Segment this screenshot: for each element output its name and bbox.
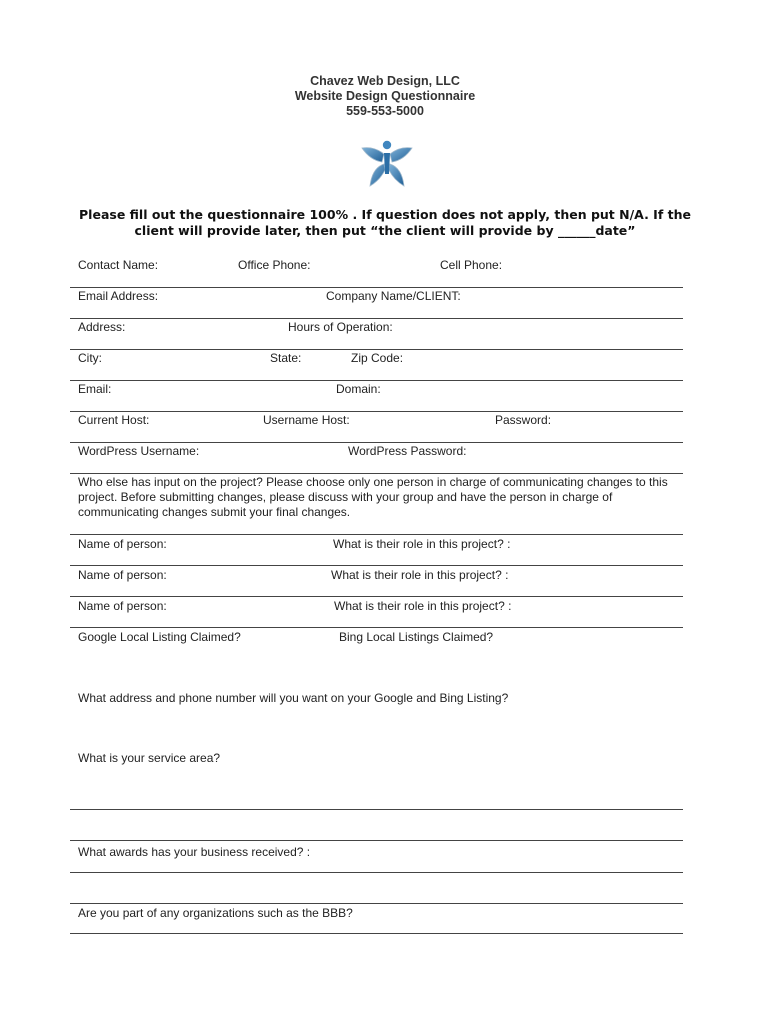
person-role-label: What is their role in this project? : (331, 568, 509, 582)
service-area-line-1[interactable] (70, 809, 683, 810)
company-phone: 559-553-5000 (346, 104, 424, 118)
person-2-line[interactable] (70, 596, 683, 597)
email-label: Email: (78, 382, 112, 396)
email-row-line[interactable] (70, 318, 683, 319)
organizations-question: Are you part of any organizations such as the BBB? (78, 906, 353, 920)
wordpress-row-line[interactable] (70, 473, 683, 474)
awards-line-1[interactable] (70, 872, 683, 873)
cell-phone-label: Cell Phone: (440, 258, 503, 272)
organizations-line[interactable] (70, 933, 683, 934)
city-label: City: (78, 351, 102, 365)
awards-question: What awards has your business received? : (78, 845, 311, 859)
wp-username-label: WordPress Username: (78, 444, 200, 458)
instructions-line-2: client will provide later, then put “the client will provide by ______date” (134, 223, 636, 238)
service-area-question: What is your service area? (78, 751, 221, 765)
current-host-label: Current Host: (78, 413, 150, 427)
person-role-label: What is their role in this project? : (333, 537, 511, 551)
hours-label: Hours of Operation: (288, 320, 393, 334)
instructions-line-1: Please fill out the questionnaire 100% . If question does not apply, then put N/A. If the (79, 207, 691, 222)
city-row-line[interactable] (70, 380, 683, 381)
document-title: Website Design Questionnaire (294, 89, 476, 103)
domain-label: Domain: (336, 382, 381, 396)
address-row-line[interactable] (70, 349, 683, 350)
person-name-label: Name of person: (78, 568, 167, 582)
project-input-paragraph: Who else has input on the project? Please choose only one person in charge of communicating changes to this project. Before submitting changes, please discuss with your group and have the person in charge of communicating changes submit your final changes. (78, 475, 668, 520)
address-label: Address: (78, 320, 126, 334)
person-name-label: Name of person: (78, 599, 167, 613)
person-role-label: What is their role in this project? : (334, 599, 512, 613)
paragraph-line[interactable] (70, 534, 683, 535)
address-phone-question: What address and phone number will you want on your Google and Bing Listing? (78, 691, 509, 705)
domain-row-line[interactable] (70, 411, 683, 412)
butterfly-figure-logo (360, 138, 414, 190)
google-listing-label: Google Local Listing Claimed? (78, 630, 241, 644)
awards-line-2[interactable] (70, 903, 683, 904)
state-label: State: (270, 351, 302, 365)
office-phone-label: Office Phone: (238, 258, 311, 272)
email-address-label: Email Address: (78, 289, 159, 303)
person-1-line[interactable] (70, 565, 683, 566)
contact-row-line[interactable] (70, 287, 683, 288)
company-name: Chavez Web Design, LLC (310, 74, 460, 88)
zip-label: Zip Code: (351, 351, 404, 365)
contact-name-label: Contact Name: (78, 258, 159, 272)
password-label: Password: (495, 413, 552, 427)
username-host-label: Username Host: (263, 413, 350, 427)
instructions (60, 207, 710, 239)
person-name-label: Name of person: (78, 537, 167, 551)
host-row-line[interactable] (70, 442, 683, 443)
service-area-line-2[interactable] (70, 840, 683, 841)
person-3-line[interactable] (70, 627, 683, 628)
wp-password-label: WordPress Password: (348, 444, 467, 458)
bing-listing-label: Bing Local Listings Claimed? (339, 630, 494, 644)
company-name-label: Company Name/CLIENT: (326, 289, 461, 303)
